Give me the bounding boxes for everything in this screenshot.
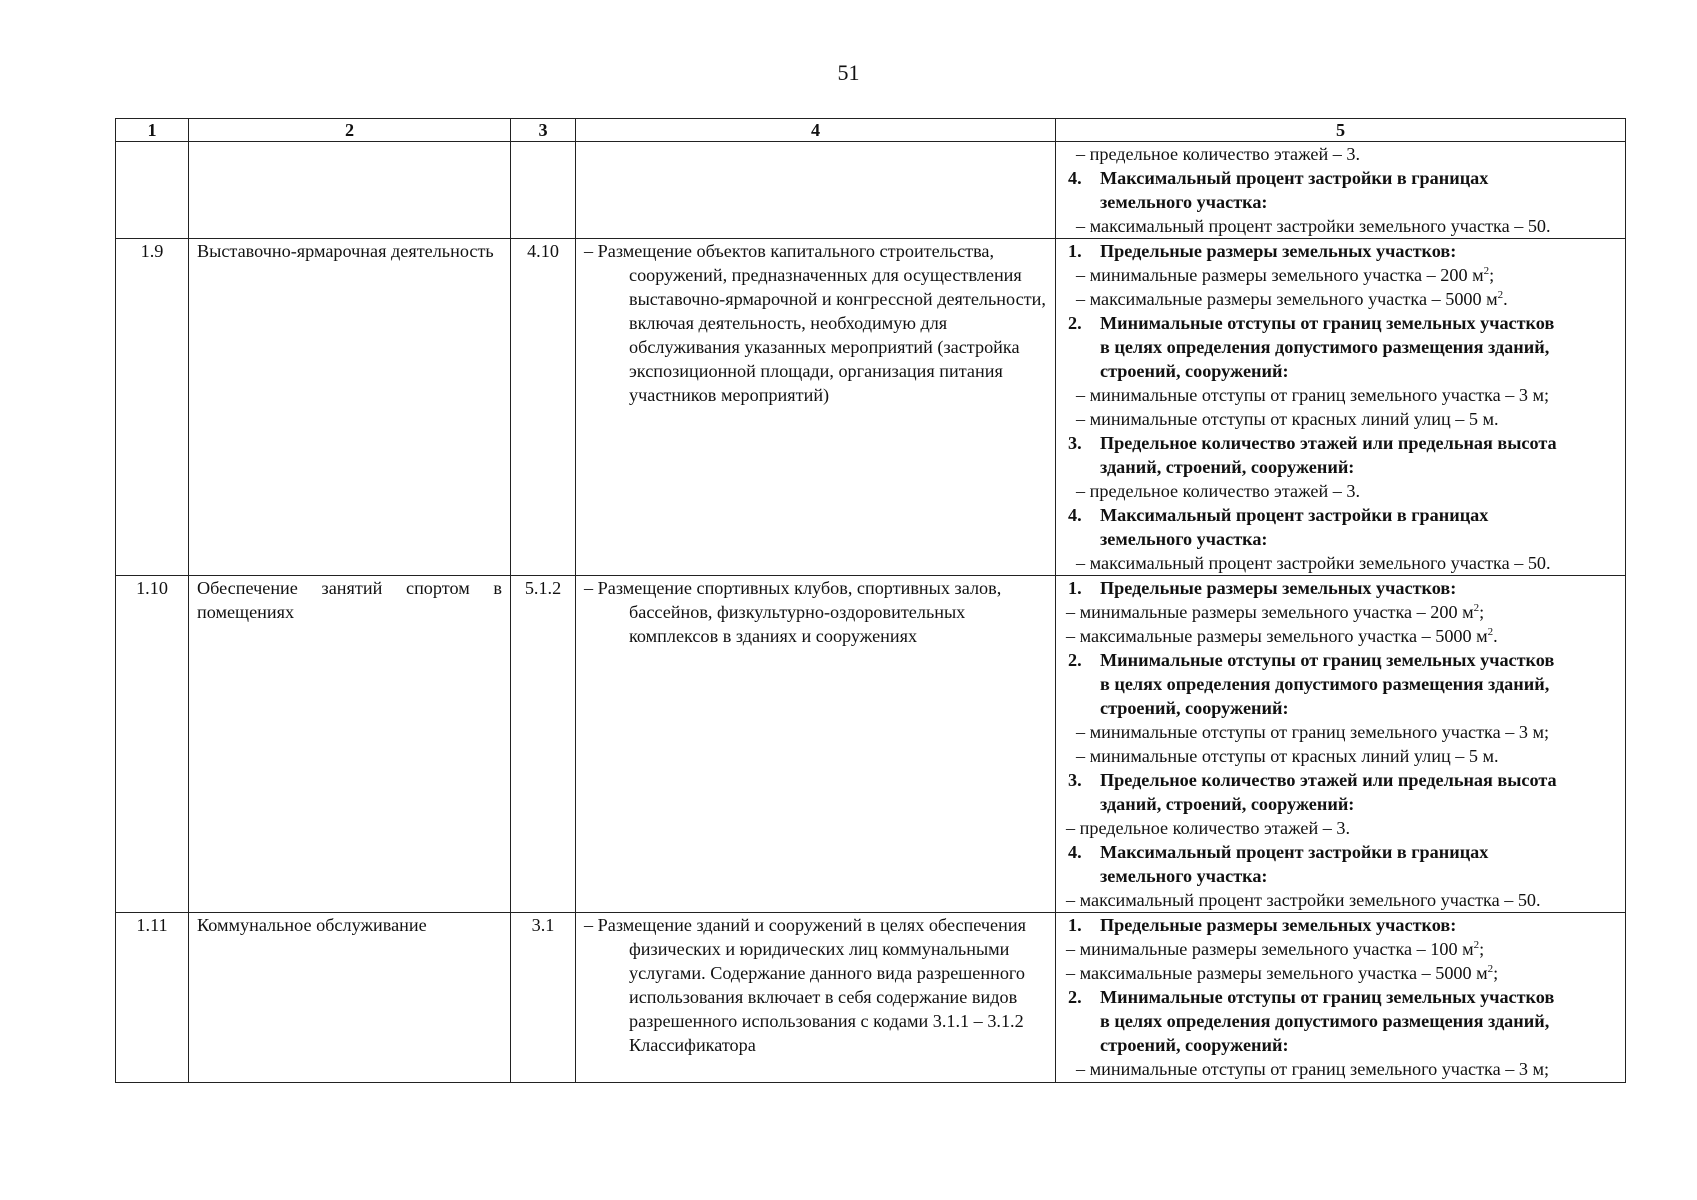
parameter-heading-line: Минимальные отступы от границ земельных участков [1100, 650, 1555, 670]
classifier-code [511, 142, 576, 239]
parameter-heading-line: Максимальный процент застройки в границах [1100, 168, 1489, 188]
parameter-heading-line: зданий, строений, сооружений: [1100, 794, 1355, 814]
parameter-number: 2. [1068, 650, 1082, 670]
parameter-value [1064, 624, 1617, 648]
parameter-heading-text [1100, 840, 1617, 888]
parameter-value [1064, 961, 1617, 985]
parameter-heading-line: Максимальный процент застройки в границах [1100, 842, 1489, 862]
parameter-heading-line: в целях определения допустимого размещения зданий, [1100, 337, 1550, 357]
parameter-number: 3. [1068, 433, 1082, 453]
parameter-value [1064, 479, 1617, 503]
use-type-name [189, 142, 511, 239]
parameter-heading-line: Предельное количество этажей или предельная высота [1100, 433, 1557, 453]
row-number: 1.9 [116, 239, 189, 576]
classifier-code: 4.10 [511, 239, 576, 576]
parameter-heading-line: Минимальные отступы от границ земельных участков [1100, 313, 1555, 333]
classifier-code: 3.1 [511, 913, 576, 1083]
parameter-value-text: – минимальные отступы от границ земельного участка – 3 м; [1076, 1059, 1550, 1079]
parameter-number: 4. [1068, 842, 1082, 862]
parameters-cell [1056, 239, 1626, 576]
parameter-heading [1064, 840, 1617, 888]
parameters-cell [1056, 576, 1626, 913]
parameter-heading [1064, 311, 1617, 383]
parameter-value [1064, 937, 1617, 961]
punctuation: ; [1489, 265, 1495, 285]
parameter-heading-text [1100, 648, 1617, 720]
parameter-value-text: – предельное количество этажей – 3. [1066, 818, 1351, 838]
parameter-heading-line: строений, сооружений: [1100, 1035, 1289, 1055]
parameter-heading-line: земельного участка: [1100, 529, 1268, 549]
parameter-heading-text [1100, 576, 1617, 600]
col-header-3: 3 [511, 119, 576, 142]
parameter-value [1064, 600, 1617, 624]
parameter-number: 1. [1068, 241, 1082, 261]
parameter-value [1064, 744, 1617, 768]
punctuation: ; [1479, 602, 1485, 622]
use-description [576, 576, 1056, 913]
parameter-heading [1064, 239, 1617, 263]
parameter-value [1064, 1057, 1617, 1081]
parameter-heading [1064, 166, 1617, 214]
row-number: 1.10 [116, 576, 189, 913]
use-description [576, 239, 1056, 576]
use-type-name: Коммунальное обслуживание [189, 913, 511, 1083]
parameter-value [1064, 407, 1617, 431]
parameter-heading-line: Предельные размеры земельных участков: [1100, 915, 1457, 935]
parameters-cell [1056, 913, 1626, 1083]
classifier-code: 5.1.2 [511, 576, 576, 913]
parameter-value [1064, 551, 1617, 575]
parameter-heading-line: земельного участка: [1100, 866, 1268, 886]
parameter-heading [1064, 913, 1617, 937]
table-row [116, 239, 1626, 576]
parameter-heading-text [1100, 239, 1617, 263]
parameter-value [1064, 383, 1617, 407]
col-header-4: 4 [576, 119, 1056, 142]
parameter-heading [1064, 576, 1617, 600]
superscript: 2 [1483, 265, 1490, 277]
use-type-name: Выставочно-ярмарочная деятельность [189, 239, 511, 576]
parameter-heading [1064, 648, 1617, 720]
superscript: 2 [1473, 602, 1480, 614]
parameter-value-text: – минимальные размеры земельного участка – 200 м [1066, 602, 1474, 622]
parameter-heading [1064, 503, 1617, 551]
table-row [116, 913, 1626, 1083]
parameter-number: 1. [1068, 915, 1082, 935]
parameter-heading-line: Предельные размеры земельных участков: [1100, 578, 1457, 598]
superscript: 2 [1487, 626, 1494, 638]
parameter-value-text: – минимальные отступы от границ земельного участка – 3 м; [1076, 385, 1550, 405]
parameter-heading-line: земельного участка: [1100, 192, 1268, 212]
use-description [576, 913, 1056, 1083]
parameter-value-text: – минимальные размеры земельного участка – 200 м [1076, 265, 1484, 285]
parameter-value [1064, 214, 1617, 238]
parameter-heading-line: строений, сооружений: [1100, 698, 1289, 718]
parameter-number: 3. [1068, 770, 1082, 790]
parameter-value-text: – минимальные отступы от границ земельного участка – 3 м; [1076, 722, 1550, 742]
punctuation: ; [1493, 963, 1499, 983]
parameter-number: 2. [1068, 987, 1082, 1007]
parameter-number: 4. [1068, 168, 1082, 188]
parameter-heading-line: строений, сооружений: [1100, 361, 1289, 381]
parameter-value-text: – минимальные размеры земельного участка – 100 м [1066, 939, 1474, 959]
superscript: 2 [1473, 939, 1480, 951]
punctuation: . [1493, 626, 1498, 646]
table-row [116, 576, 1626, 913]
row-number [116, 142, 189, 239]
parameter-value-text: – максимальные размеры земельного участка – 5000 м [1066, 626, 1488, 646]
page-number: 51 [837, 60, 860, 85]
col-header-5: 5 [1056, 119, 1626, 142]
parameter-heading [1064, 768, 1617, 816]
parameter-heading-text [1100, 768, 1617, 816]
parameter-heading-text [1100, 985, 1617, 1057]
description-text: – Размещение спортивных клубов, спортивных залов, бассейнов, физкультурно-оздоровительных комплексов в зданиях и сооружениях [584, 578, 1002, 646]
parameter-heading-line: Минимальные отступы от границ земельных участков [1100, 987, 1555, 1007]
header-row [116, 119, 1626, 142]
parameter-value-text: – минимальные отступы от красных линий улиц – 5 м. [1076, 746, 1499, 766]
parameter-heading-line: зданий, строений, сооружений: [1100, 457, 1355, 477]
parameter-value-text: – максимальные размеры земельного участка – 5000 м [1076, 289, 1498, 309]
parameters-cell [1056, 142, 1626, 239]
parameter-value [1064, 888, 1617, 912]
parameter-value [1064, 816, 1617, 840]
description-text: – Размещение зданий и сооружений в целях обеспечения физических и юридических лиц коммунальными услугами. Содержание данного вида разрешенного использования включает в себя содержание видов разрешенного использования с кодами 3.1.1 – 3.1.2 Классификатора [584, 915, 1026, 1055]
punctuation: . [1503, 289, 1508, 309]
parameter-value-text: – предельное количество этажей – 3. [1076, 144, 1361, 164]
parameter-number: 1. [1068, 578, 1082, 598]
parameter-value-text: – максимальный процент застройки земельного участка – 50. [1076, 216, 1551, 236]
description-text: – Размещение объектов капитального строительства, сооружений, предназначенных для осуществления выставочно-ярмарочной и конгрессной деятельности, включая деятельность, необходимую для обслуживания указанных мероприятий (застройка экспозиционной площади, организация питания участников мероприятий) [584, 241, 1046, 405]
parameter-heading-text [1100, 311, 1617, 383]
parameter-heading [1064, 431, 1617, 479]
parameter-heading [1064, 985, 1617, 1057]
parameter-heading-line: Предельное количество этажей или предельная высота [1100, 770, 1557, 790]
punctuation: ; [1479, 939, 1485, 959]
parameter-number: 2. [1068, 313, 1082, 333]
parameter-value [1064, 720, 1617, 744]
parameter-value-text: – максимальный процент застройки земельного участка – 50. [1066, 890, 1541, 910]
table-row [116, 142, 1626, 239]
parameter-heading-line: в целях определения допустимого размещения зданий, [1100, 1011, 1550, 1031]
parameter-heading-line: Предельные размеры земельных участков: [1100, 241, 1457, 261]
col-header-2: 2 [189, 119, 511, 142]
use-description [576, 142, 1056, 239]
superscript: 2 [1487, 963, 1494, 975]
parameter-heading-text [1100, 166, 1617, 214]
parameter-value-text: – предельное количество этажей – 3. [1076, 481, 1361, 501]
parameter-value-text: – максимальные размеры земельного участка – 5000 м [1066, 963, 1488, 983]
parameter-heading-text [1100, 913, 1617, 937]
parameter-value [1064, 142, 1617, 166]
parameter-heading-line: в целях определения допустимого размещения зданий, [1100, 674, 1550, 694]
use-type-name: Обеспечение занятий спортом в помещениях [189, 576, 511, 913]
parameter-value-text: – минимальные отступы от красных линий улиц – 5 м. [1076, 409, 1499, 429]
parameter-heading-text [1100, 503, 1617, 551]
parameter-value-text: – максимальный процент застройки земельного участка – 50. [1076, 553, 1551, 573]
row-number: 1.11 [116, 913, 189, 1083]
parameter-heading-text [1100, 431, 1617, 479]
superscript: 2 [1497, 289, 1504, 301]
parameter-number: 4. [1068, 505, 1082, 525]
parameter-value [1064, 263, 1617, 287]
parameter-value [1064, 287, 1617, 311]
col-header-1: 1 [116, 119, 189, 142]
parameter-heading-line: Максимальный процент застройки в границах [1100, 505, 1489, 525]
zoning-table [115, 118, 1626, 1083]
